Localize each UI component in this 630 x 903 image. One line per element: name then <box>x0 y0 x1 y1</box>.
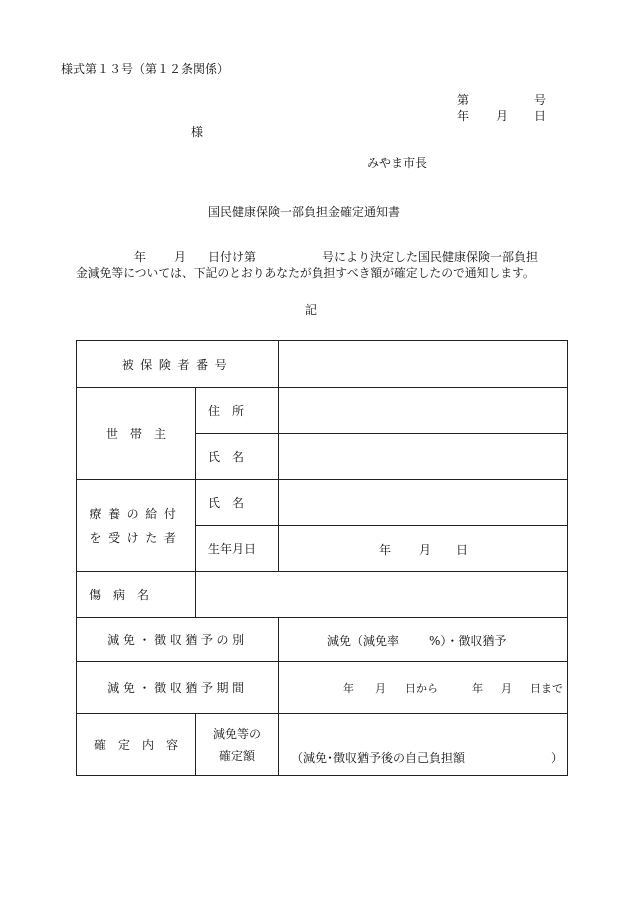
date-day: 日 <box>534 109 547 123</box>
confirm-label: 確 定 内 容 <box>77 714 196 776</box>
ref-dai: 第 <box>457 93 470 107</box>
period-m1: 月 <box>375 682 387 695</box>
disease-value[interactable] <box>196 572 568 618</box>
document-title: 国民健康保険一部負担金確定通知書 <box>208 205 401 219</box>
body-tail1: 日付け第 <box>208 250 257 264</box>
relief-period-label: 減免・徴収猶予期間 <box>77 662 279 714</box>
birthdate-label: 生年月日 <box>196 526 279 572</box>
birthdate-value[interactable] <box>279 526 568 572</box>
confirm-sub-line2: 確定額 <box>219 748 256 763</box>
relief-type-b: %）・徴収猶予 <box>429 634 507 648</box>
confirm-value-close: ） <box>551 751 564 765</box>
body-month: 月 <box>174 250 187 264</box>
ref-go: 号 <box>534 93 547 107</box>
relief-type-a: 減免（減免率 <box>327 634 400 648</box>
birth-month: 月 <box>419 543 432 557</box>
relief-period-value[interactable] <box>279 662 568 714</box>
householder-name-value[interactable] <box>279 434 568 480</box>
period-m2: 月 <box>501 682 513 695</box>
insured-number-label: 被保険者番号 <box>77 341 279 388</box>
issuer: みやま市長 <box>367 156 428 170</box>
relief-type-value[interactable] <box>279 618 568 662</box>
details-table <box>76 340 568 776</box>
date-year: 年 <box>457 109 470 123</box>
address-label: 住 所 <box>196 388 279 434</box>
insured-number-value[interactable] <box>279 341 568 388</box>
birth-year: 年 <box>379 543 392 557</box>
birth-day: 日 <box>456 543 469 557</box>
addressee-sama: 様 <box>191 125 204 139</box>
form-number: 様式第１３号（第１２条関係） <box>61 62 230 76</box>
householder-name-label: 氏 名 <box>196 434 279 480</box>
date-month: 月 <box>496 109 509 123</box>
body-year: 年 <box>134 250 147 264</box>
period-d1: 日から <box>405 682 439 695</box>
period-y1: 年 <box>343 682 355 695</box>
recipient-name-label: 氏 名 <box>196 480 279 526</box>
disease-label: 傷 病 名 <box>77 572 196 618</box>
period-d2: 日まで <box>530 682 564 695</box>
confirm-value-open: （減免･徴収猶予後の自己負担額 <box>291 751 466 765</box>
recipient-name-value[interactable] <box>279 480 568 526</box>
relief-type-label: 減免・徴収猶予の別 <box>77 618 279 662</box>
body-line2: 金減免等については、下記のとおりあなたが負担すべき額が確定したので通知します。 <box>76 266 535 280</box>
recipient-label-line1: 療養の給付 <box>89 506 183 521</box>
address-value[interactable] <box>279 388 568 434</box>
recipient-label-line2: を受けた者 <box>89 530 183 545</box>
ki-label: 記 <box>305 303 318 317</box>
confirm-sub-line1: 減免等の <box>213 726 262 741</box>
confirm-value[interactable] <box>279 714 568 776</box>
period-y2: 年 <box>472 682 484 695</box>
recipient-label <box>77 480 196 572</box>
body-tail2: 号により決定した国民健康保険一部負担 <box>322 250 539 264</box>
confirm-sub-label <box>196 714 279 776</box>
householder-label: 世 帯 主 <box>77 388 196 480</box>
